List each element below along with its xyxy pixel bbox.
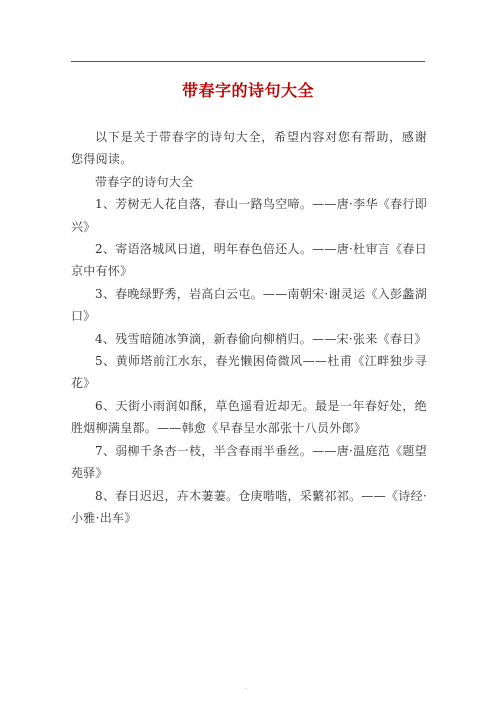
verse-item: 7、弱柳千条杏一枝，半含春雨半垂丝。——唐·温庭范《题望苑驿》	[71, 443, 427, 481]
verse-item: 5、黄师塔前江水东，春光懒困倚微风——杜甫《江畔独步寻花》	[71, 354, 427, 391]
verse-item: 1、芳树无人花自落，春山一路鸟空啼。——唐·李华《春行即兴》	[71, 197, 427, 234]
verse-item: 6、天街小雨润如酥，草色遥看近却无。最是一年春好处，绝胜烟柳满皇都。——韩愈《早春呈水部张十八员外郎》	[71, 398, 427, 436]
section-heading: 带春字的诗句大全	[95, 174, 194, 189]
verse-item: 4、残雪暗随冰笋滴，新春偷向柳梢归。——宋·张来《春日》	[95, 331, 427, 346]
page-footer-mark: .	[245, 684, 247, 691]
verse-item: 8、春日迟迟，卉木萋萋。仓庚喈喈，采蘩祁祁。——《诗经·小雅·出车》	[71, 488, 427, 525]
header-rule	[71, 61, 425, 62]
intro-paragraph: 以下是关于带春字的诗句大全，希望内容对您有帮助，感谢您得阅读。	[71, 130, 427, 167]
verse-item: 2、寄语洛城风日道，明年春色倍还人。——唐·杜审言《春日京中有怀》	[71, 242, 427, 279]
document-body	[71, 126, 427, 529]
verse-item: 3、春晚绿野秀，岩高白云屯。——南朝宋·谢灵运《入彭蠡湖口》	[71, 286, 427, 324]
document-title: 带春字的诗句大全	[181, 81, 314, 100]
